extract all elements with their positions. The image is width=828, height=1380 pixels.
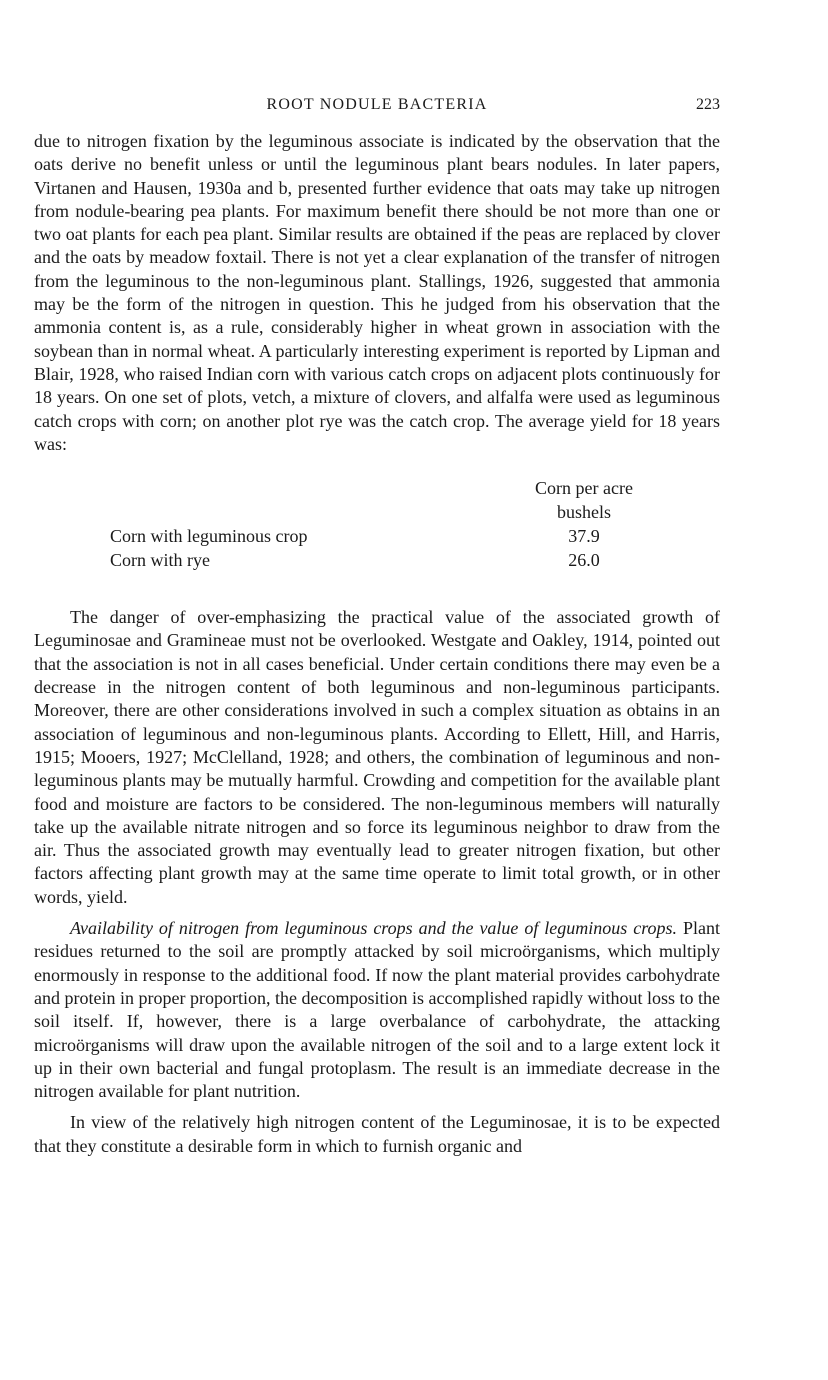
body-text [34,130,720,1158]
section-heading: Availability of nitrogen from leguminous crops and the value of leguminous crops. [70,918,678,939]
page-number: 223 [696,96,720,113]
table-row-label: Corn with leguminous crop [110,526,308,547]
paragraph-relative-nitrogen: In view of the relatively high nitrogen content of the Leguminosae, it is to be expected that they constitute a desirable form in which to furnish organic and [34,1112,720,1156]
table-column-header: Corn per acre [535,478,633,499]
table-column-unit: bushels [557,502,611,523]
paragraph-continuation: due to nitrogen fixation by the leguminous associate is indicated by the observation that the oats derive no benefit unless or until the leguminous plant bears nodules. In later papers, Virtanen and Hausen, 1930a and b, presented further evidence that oats may take up nitrogen from nodule-bearing pea plants. For maximum benefit there should be not more than one or two oat plants for each pea plant. Similar results are obtained if the peas are replaced by clover and the oats by meadow foxtail. There is not yet a clear explanation of the transfer of nitrogen from the leguminous to the non-leguminous plant. Stallings, 1926, suggested that ammonia may be the form of the nitrogen in question. This he judged from his observation that the ammonia content is, as a rule, considerably higher in wheat grown in association with the soybean than in normal wheat. A particularly interesting experiment is reported by Lipman and Blair, 1928, who raised Indian corn with various catch crops on adjacent plots continuously for 18 years. On one set of plots, vetch, a mixture of clovers, and alfalfa were used as leguminous catch crops with corn; on another plot rye was the catch crop. The average yield for 18 years was: [34,131,720,454]
running-title: ROOT NODULE BACTERIA [266,96,488,113]
yield-table [34,466,720,594]
paragraph-availability-body: Plant residues returned to the soil are promptly attacked by soil microörganisms, which multiply enormously in response to the additional food. If now the plant material provides carbohydrate and protein in proper proportion, the decomposition is accomplished rapidly without loss to the soil itself. If, however, there is a large overbalance of carbohydrate, the attacking microörganisms will draw upon the available nitrogen of the soil and to a large extent lock it up in their own bacterial and fungal protoplasm. The result is an immediate decrease in the nitrogen available for plant nutrition. [34,918,720,1102]
table-row-label: Corn with rye [110,550,210,571]
paragraph-availability [34,917,720,1103]
table-row-value: 37.9 [568,526,600,547]
table-row-value: 26.0 [568,550,600,571]
page-header [34,96,720,118]
paragraph-danger: The danger of over-emphasizing the practical value of the associated growth of Leguminosae and Gramineae must not be overlooked. Westgate and Oakley, 1914, pointed out that the association is not in all cases beneficial. Under certain conditions there may even be a decrease in the nitrogen content of both leguminous and non-leguminous participants. Moreover, there are other considerations involved in such a complex situation as obtains in an association of leguminous and non-leguminous plants. According to Ellett, Hill, and Harris, 1915; Mooers, 1927; McClelland, 1928; and others, the combination of leguminous and non-leguminous plants may be mutually harmful. Crowding and competition for the available plant food and moisture are factors to be considered. The non-leguminous members will naturally take up the available nitrate nitrogen and so force its leguminous neighbor to draw from the air. Thus the associated growth may eventually lead to greater nitrogen fixation, but other factors affecting plant growth may at the same time operate to limit total growth, or in other words, yield. [34,607,720,907]
